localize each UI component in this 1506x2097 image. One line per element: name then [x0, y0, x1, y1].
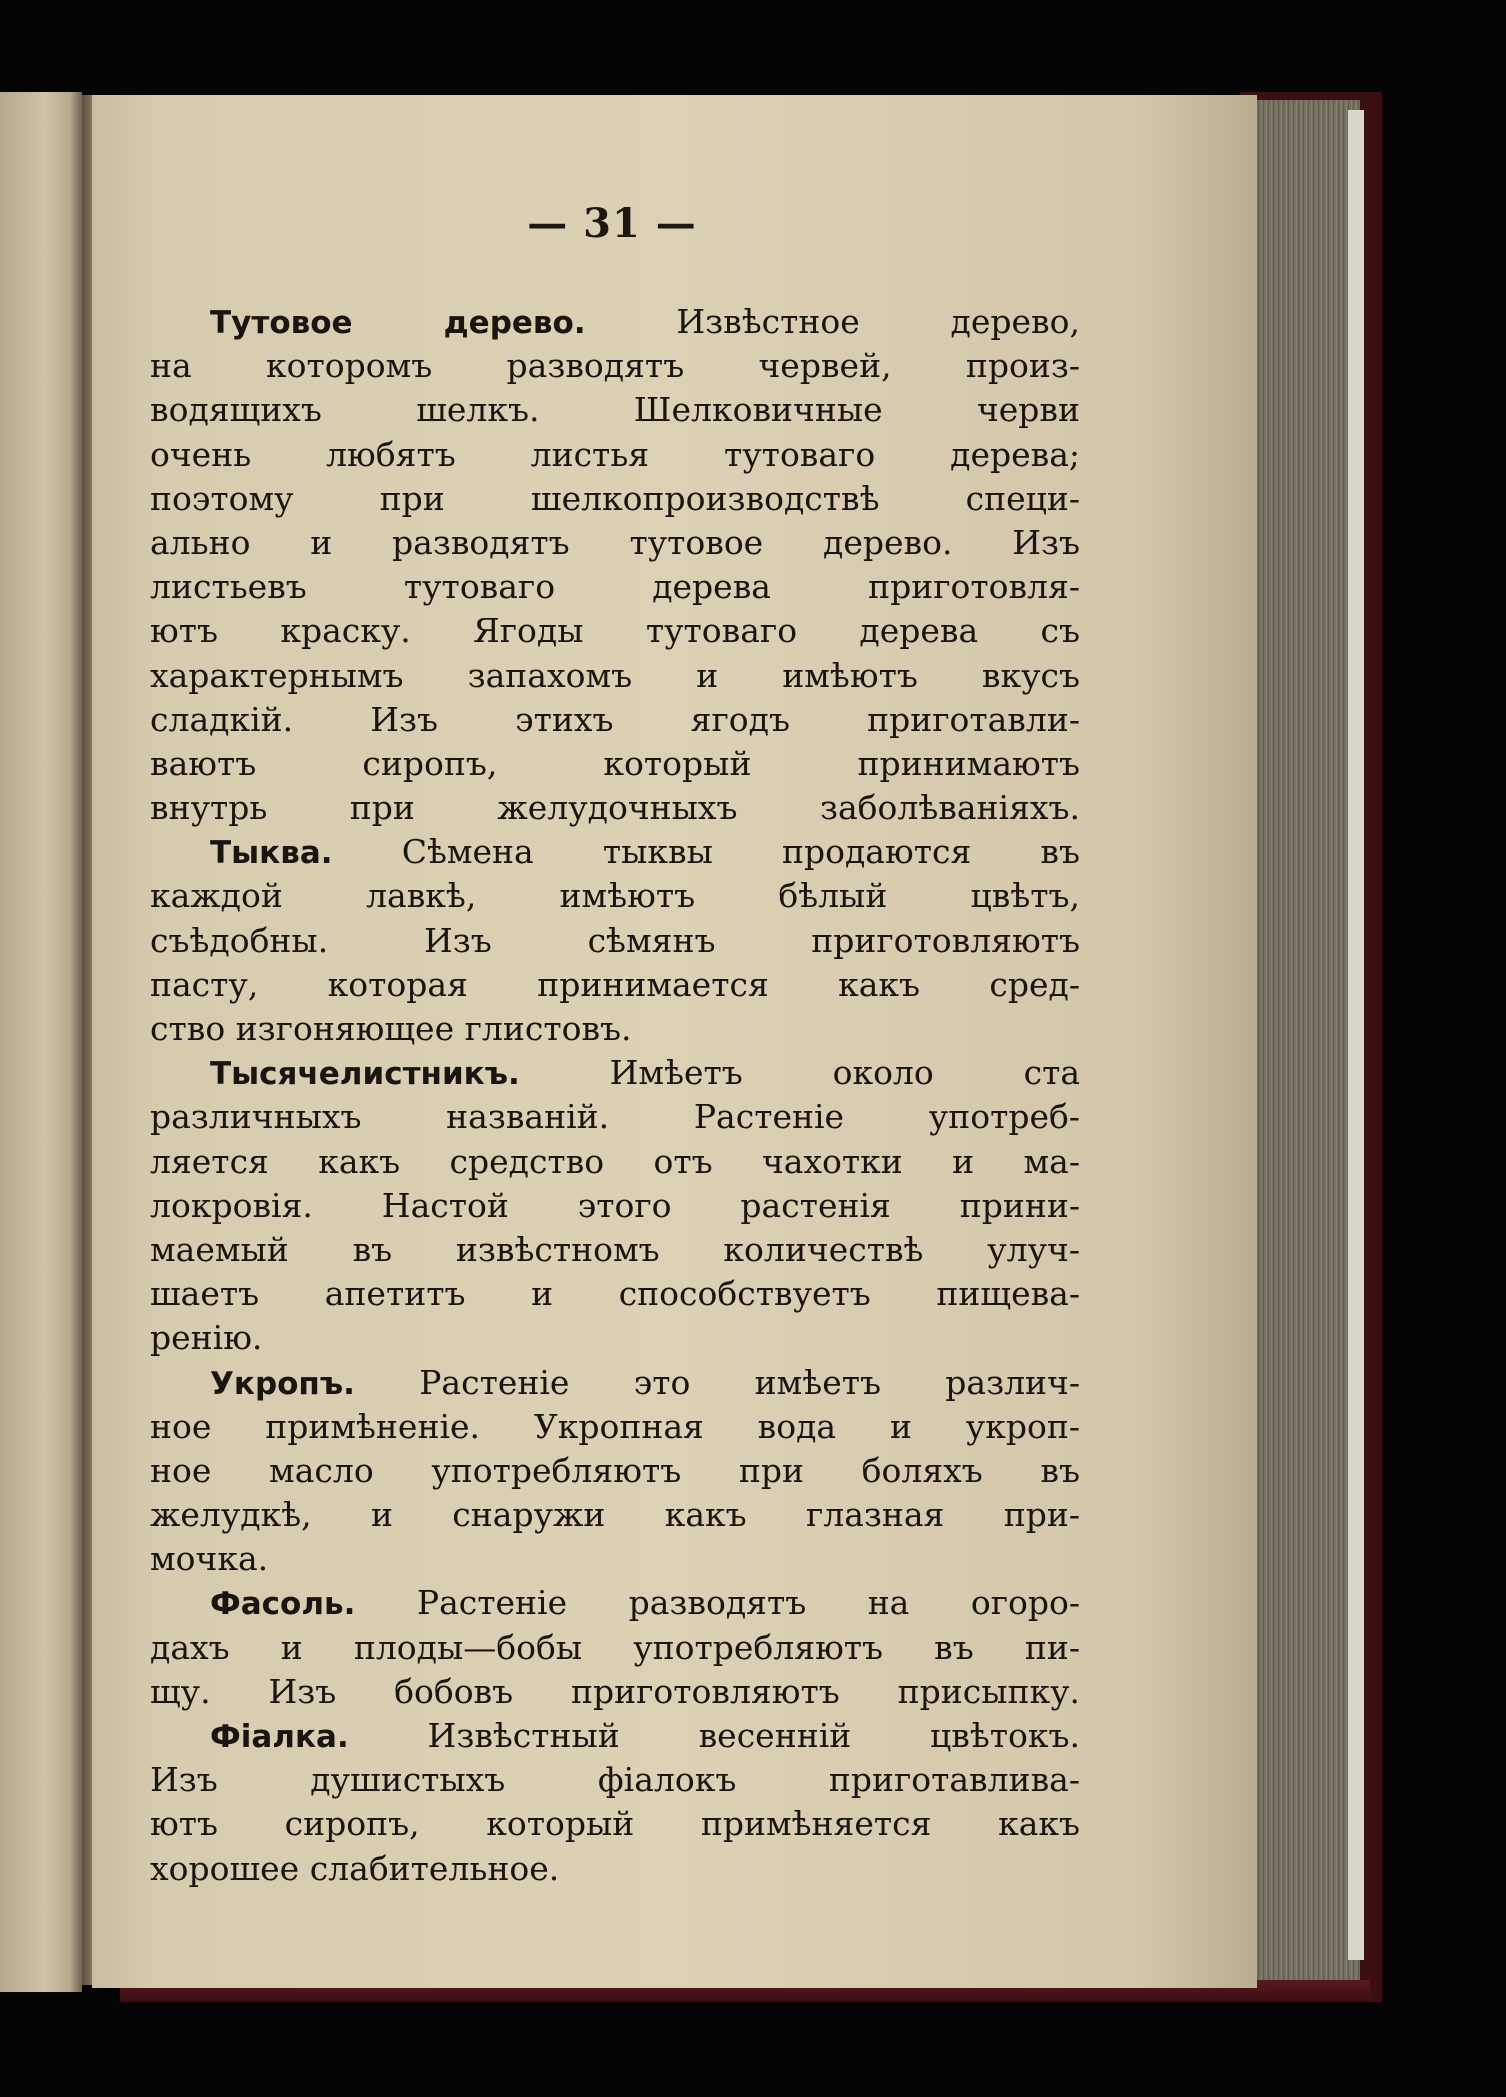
entry-term: Тутовое дерево. [210, 305, 586, 341]
text-line: Тысячелистникъ. Имѣетъ около ста [210, 1053, 1080, 1093]
text-line: на которомъ разводятъ червей, произ- [150, 346, 1080, 386]
text-line: поэтому при шелкопроизводствѣ специ- [150, 478, 1080, 518]
text-line: шаетъ апетитъ и способствуетъ пищева- [150, 1274, 1080, 1314]
text-line: ютъ краску. Ягоды тутоваго дерева съ [150, 611, 1080, 651]
entry [150, 1361, 1080, 1582]
text-line: Изъ душистыхъ фіалокъ приготавлива- [150, 1760, 1080, 1800]
text-line: Тутовое дерево. Извѣстное дерево, [210, 302, 1080, 341]
entry-term: Укропъ. [210, 1365, 355, 1402]
text-line: ренію. [150, 1318, 263, 1358]
text-line: характернымъ запахомъ и имѣютъ вкусъ [150, 655, 1080, 695]
text-line: очень любятъ листья тутоваго дерева; [150, 434, 1080, 474]
text-line: различныхъ названій. Растеніе употреб- [150, 1097, 1080, 1137]
text-line: щу. Изъ бобовъ приготовляютъ присыпку. [150, 1671, 1080, 1711]
entry [150, 1051, 1080, 1360]
text-line: ютъ сиропъ, который примѣняется какъ [150, 1804, 1080, 1844]
text-line: листьевъ тутоваго дерева приготовля- [150, 567, 1080, 607]
text-line: хорошее слабительное. [150, 1848, 560, 1888]
page-edge-highlight [1348, 110, 1364, 1960]
text-line: водящихъ шелкъ. Шелковичные черви [150, 390, 1080, 430]
text-line: мочка. [150, 1539, 269, 1579]
left-facing-page [0, 92, 82, 1992]
page-number: — 31 — [527, 200, 697, 247]
text-line: ально и разводятъ тутовое дерево. Изъ [150, 522, 1080, 562]
entry [150, 300, 1080, 830]
text-line: внутрь при желудочныхъ заболѣваніяхъ. [150, 788, 1080, 828]
text-line: Фіалка. Извѣстный весенній цвѣтокъ. [210, 1716, 1080, 1755]
text-line: пасту, которая принимается какъ сред- [150, 964, 1080, 1004]
text-line: желудкѣ, и снаружи какъ глазная при- [150, 1495, 1080, 1535]
text-line: съѣдобны. Изъ сѣмянъ приготовляютъ [150, 920, 1080, 960]
entry-term: Тысячелистникъ. [210, 1056, 520, 1093]
text-line: ляется какъ средство отъ чахотки и ма- [150, 1141, 1080, 1181]
page-text [150, 300, 1080, 1891]
text-line: Укропъ. Растеніе это имѣетъ различ- [210, 1362, 1080, 1402]
text-line: Тыква. Сѣмена тыквы продаются въ [210, 832, 1080, 872]
text-line: ваютъ сиропъ, который принимаютъ [150, 743, 1080, 783]
entry [150, 830, 1080, 1051]
text-line: локровія. Настой этого растенія прини- [150, 1185, 1080, 1225]
text-line: ное примѣненіе. Укропная вода и укроп- [150, 1406, 1080, 1446]
book-page [92, 95, 1257, 1988]
text-line: дахъ и плоды—бобы употребляютъ въ пи- [150, 1627, 1080, 1667]
entry-term: Фіалка. [210, 1719, 349, 1755]
text-line: маемый въ извѣстномъ количествѣ улуч- [150, 1229, 1080, 1269]
text-line: каждой лавкѣ, имѣютъ бѣлый цвѣтъ, [150, 876, 1080, 916]
entry-term: Тыква. [210, 835, 333, 872]
entry-term: Фасоль. [210, 1586, 356, 1623]
entry [150, 1714, 1080, 1891]
text-line: ное масло употребляютъ при боляхъ въ [150, 1450, 1080, 1490]
text-line: сладкій. Изъ этихъ ягодъ приготавли- [150, 699, 1080, 739]
page-edges [1250, 100, 1360, 1980]
text-line: ство изгоняющее глистовъ. [150, 1009, 632, 1048]
text-line: Фасоль. Растеніе разводятъ на огоро- [210, 1583, 1080, 1623]
entry [150, 1581, 1080, 1714]
